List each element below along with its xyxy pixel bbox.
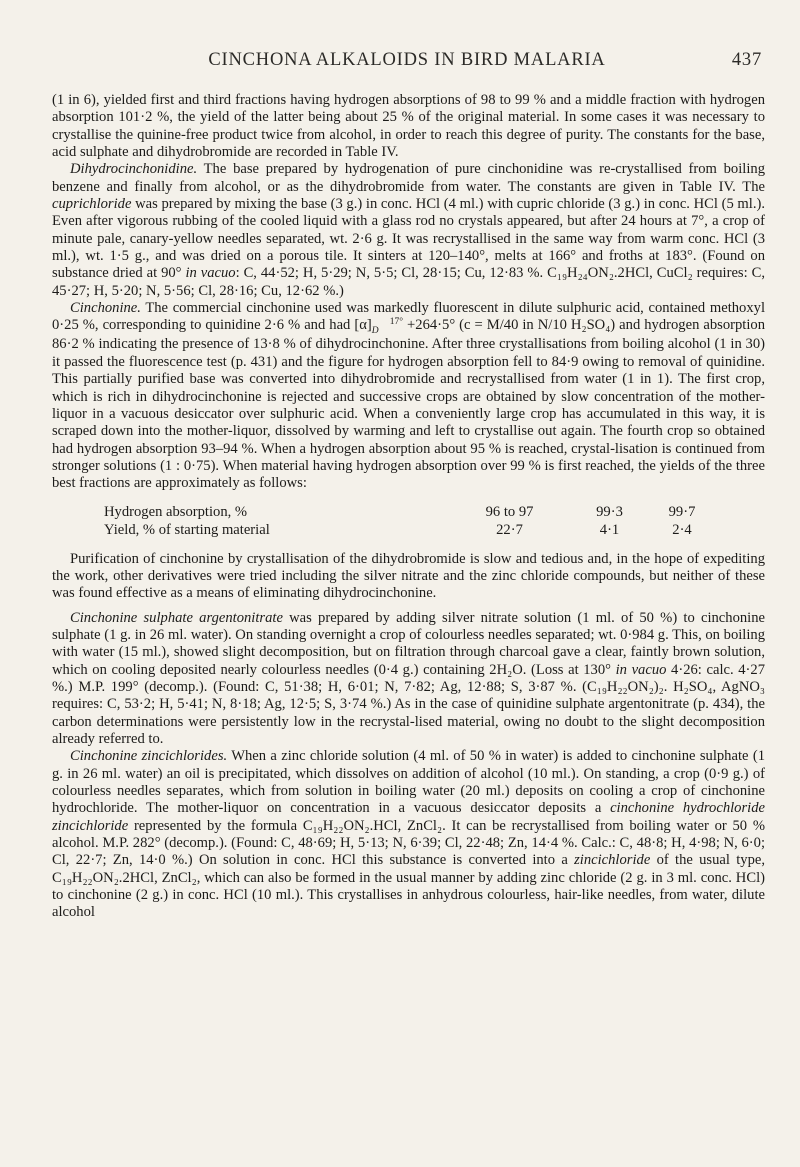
section-title-zincichlorides: Cinchonine zincichlorides. bbox=[70, 748, 228, 765]
paragraph-purification: Purification of cinchonine by crystallisation of the dihydrobromide is slow and tedious and, in the hope of expediting the work, other derivatives were tried including the silver nitrate and the zinc chloride compounds, but neither of these was found effective as a means of eliminating dihydrocinchonine. bbox=[52, 550, 765, 602]
table-row: Yield, % of starting material 22·7 4·1 2·4 bbox=[104, 521, 692, 538]
paragraph-zincichlorides: Cinchonine zincichlorides. When a zinc chloride solution (4 ml. of 50 % in water) is added to cinchonine sulphate (1 g. in 26 ml. water) an oil is precipitated, which dissolves on addition of alcohol (10 ml.). On standing, a crop (0·9 g.) of colourless needles separates, which from solution in boiling water (20 ml.) deposits on cooling a crop of cinchonine hydrochloride. The mother-liquor on concentration in a vacuous desiccator deposits a cinchonine hydrochloride zincichloride represented by the formula C₁₉H₂₂ON₂.HCl, ZnCl₂. It can be recrystallised from boiling water or 50 % alcohol. M.P. 282° (decomp.). (Found: C, 48·69; H, 5·13; N, 6·39; Cl, 22·48; Zn, 14·4 %. Calc.: C, 48·8; H, 4·98; N, 6·0; Cl, 22·7; Zn, 14·0 %.) On solution in conc. HCl this substance is converted into a zincichloride of the usual type, C₁₉H₂₂ON₂.2HCl, ZnCl₂, which can also be formed in the usual manner by adding zinc chloride (2 g. in 3 ml. conc. HCl) to cinchonine (2 g.) in conc. HCl (10 ml.). This crystallises in anhydrous colourless, hair-like needles, from water, dilute alcohol bbox=[52, 748, 765, 921]
table-row: Hydrogen absorption, % 96 to 97 99·3 99·7 bbox=[104, 503, 696, 520]
section-title-cinchonine: Cinchonine. bbox=[70, 300, 141, 317]
page-number: 437 bbox=[731, 50, 762, 70]
paragraph-argentonitrate: Cinchonine sulphate argentonitrate was prepared by adding silver nitrate solution (1 ml. of 50 %) to cinchonine sulphate (1 g. in 26 ml. water). On standing overnight a crop of colourless needles separated; wt. 0·984 g. This, on boiling with water (15 ml.), showed slight decomposition, but on filtration through charcoal gave a clear, faintly brown solution, which on cooling deposited nearly colourless needles (0·4 g.) containing 2H₂O. (Loss at 130° in vacuo 4·26: calc. 4·27 %.) M.P. 199° (decomp.). (Found: C, 51·38; H, 6·01; N, 7·82; Ag, 12·88; S, 3·87 %. (C₁₉H₂₂ON₂)₂. H₂SO₄, AgNO₃ requires: C, 53·2; H, 5·41; N, 8·18; Ag, 12·5; S, 3·74 %.) As in the case of quinidine sulphate argentonitrate (p. 434), the carbon determinations were persistently low in the recrystal-lised material, owing no doubt to the slight decomposition already referred to. bbox=[52, 609, 765, 747]
running-title: CINCHONA ALKALOIDS IN BIRD MALARIA bbox=[208, 50, 606, 70]
paragraph-continuation: (1 in 6), yielded first and third fractions having hydrogen absorptions of 98 to 99 % and a middle fraction with hydrogen absorption 101·2 %, the yield of the latter being about 25 % of the original material. In some cases it was necessary to crystallise the quinine-free product twice from alcohol, in order to reach this degree of purity. The constants for the base, acid sulphate and dihydrobromide are recorded in Table IV. bbox=[52, 92, 765, 161]
article-body bbox=[52, 92, 765, 922]
section-title-argentonitrate: Cinchonine sulphate argentonitrate bbox=[70, 609, 283, 626]
paragraph-cinchonine: Cinchonine. The commercial cinchonine used was markedly fluorescent in dilute sulphuric acid, contained methoxyl 0·25 %, corresponding to quinidine 2·6 % and had [α] 17° D +264·5° (c = M/40 in N/10 H₂SO₄) and hydrogen absorption 86·2 % indicating the presence of 13·8 % of dihydrocinchonine. After three crystallisations from boiling alcohol (1 in 30) it passed the fluorescence test (p. 431) and the figure for hydrogen absorption fell to 84·9 owing to removal of quinidine. This partially purified base was converted into dihydrobromide and recrystallised from water (1 in 1). The first crop, which is rich in dihydrocinchonine is rejected and successive crops are obtained by slow concentration of the mother-liquor in a vacuous desiccator over sulphuric acid. When a conveniently large crop has accumulated in this way, it is scraped down into the mother-liquor, dissolved by warming and left to crystallise out again. The fourth crop so obtained had hydrogen absorption 93–94 %. When a hydrogen absorption about 95 % is reached, crystal-lisation is continued from stronger solutions (1 : 0·75). When material having hydrogen absorption over 99 % is first reached, the yields of the three best fractions are approximately as follows: bbox=[52, 300, 765, 492]
yield-table bbox=[104, 503, 765, 539]
paragraph-dihydrocinchonidine: Dihydrocinchonidine. The base prepared by hydrogenation of pure cinchonidine was re-crystallised from boiling benzene and finally from alcohol, or as the dihydrobromide from water. The constants are given in Table IV. The cuprichloride was prepared by mixing the base (3 g.) in conc. HCl (4 ml.) with cupric chloride (3 g.) in conc. HCl (5 ml.). Even after vigorous rubbing of the cooled liquid with a glass rod no crystals appeared, but after 24 hours at 7°, a crop of minute pale, canary-yellow needles separated, wt. 2·6 g. It was recrystallised in the same way from warm conc. HCl (3 ml.), wt. 1·5 g., and was dried on a porous tile. It sinters at 120–140°, melts at 166° and froths at 183°. (Found on substance dried at 90° in vacuo: C, 44·52; H, 5·29; N, 5·5; Cl, 28·15; Cu, 12·83 %. C₁₉H₂₄ON₂.2HCl, CuCl₂ requires: C, 45·27; H, 5·20; N, 5·56; Cl, 28·16; Cu, 12·62 %.) bbox=[52, 161, 765, 299]
running-header bbox=[52, 50, 762, 74]
section-title-dihydrocinchonidine: Dihydrocinchonidine. bbox=[70, 161, 198, 178]
